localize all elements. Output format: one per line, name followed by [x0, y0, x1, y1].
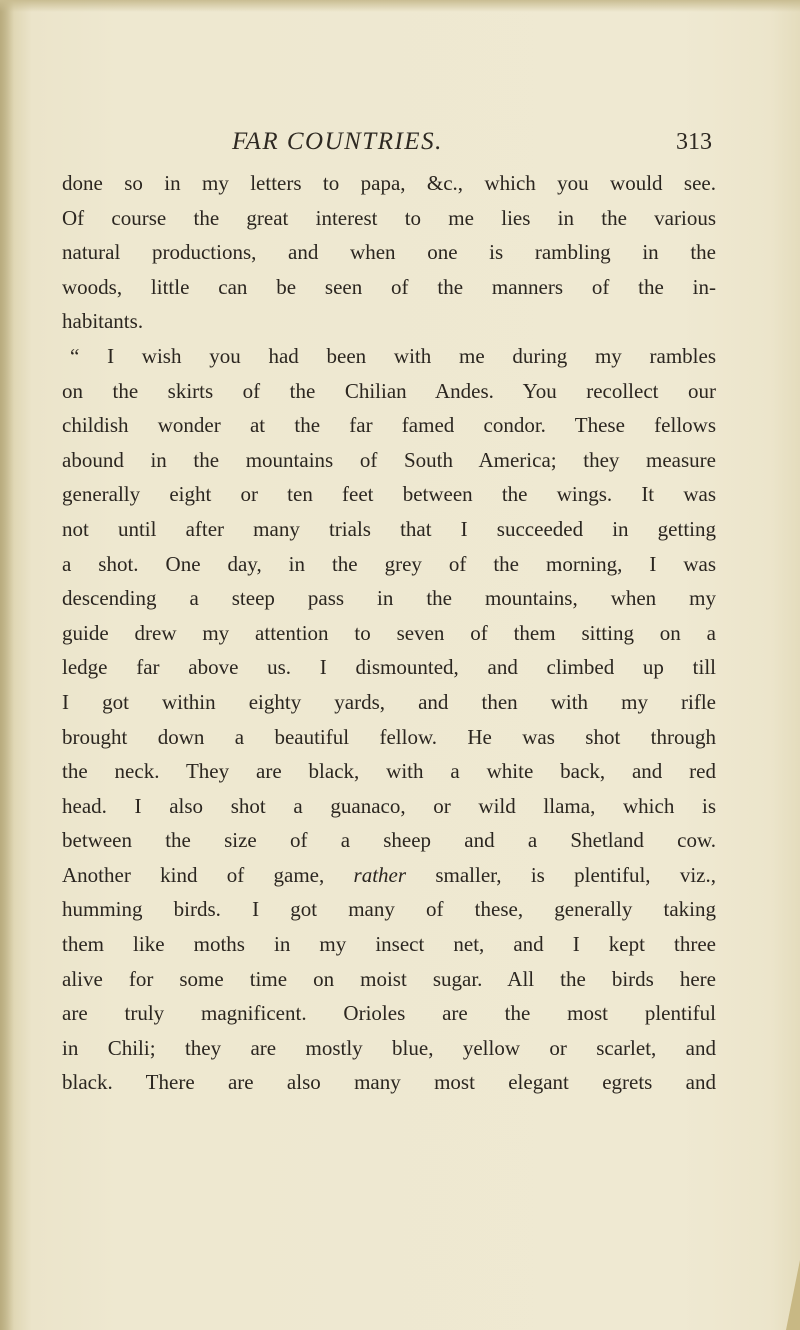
text-line: descending a steep pass in the mountains, when my — [62, 586, 716, 611]
text-line: a shot. One day, in the grey of the morning, I was — [62, 551, 716, 576]
text-line: not until after many trials that I succeeded in getting — [62, 516, 716, 541]
text-line: woods, little can be seen of the manners of the in- — [62, 274, 716, 299]
page-top-shadow — [0, 0, 800, 12]
body-text — [62, 166, 716, 1100]
text-line: in Chili; they are mostly blue, yellow or scarlet, and — [62, 1035, 716, 1060]
italic-word: rather — [353, 862, 407, 887]
text-line: done so in my letters to papa, &c., which you would see. — [62, 171, 716, 195]
text-line: childish wonder at the far famed condor. These fellows — [62, 413, 716, 438]
text-line: ledge far above us. I dismounted, and climbed up till — [62, 655, 716, 680]
text-line: brought down a beautiful fellow. He was shot through — [62, 724, 716, 749]
running-head: FAR COUNTRIES. — [232, 128, 443, 155]
text-line: are truly magnificent. Orioles are the most plentiful — [62, 1001, 716, 1026]
text-line-with-italic — [62, 858, 716, 893]
text-line: between the size of a sheep and a Shetland cow. — [62, 828, 716, 853]
text-line: guide drew my attention to seven of them sitting on a — [62, 620, 716, 645]
page-number: 313 — [676, 129, 712, 155]
text-line: the neck. They are black, with a white back, and red — [62, 759, 716, 784]
page-header — [62, 128, 712, 164]
text-line: natural productions, and when one is rambling in the — [62, 240, 716, 265]
page-corner-mark — [786, 1260, 800, 1330]
text-line: them like moths in my insect net, and I kept three — [62, 932, 716, 957]
text-line: on the skirts of the Chilian Andes. You recollect our — [62, 378, 716, 403]
text-segment: smaller, is plentiful, viz., — [406, 862, 716, 887]
text-line: Of course the great interest to me lies in the various — [62, 205, 716, 230]
text-line: black. There are also many most elegant egrets and — [62, 1070, 716, 1095]
text-line: “ I wish you had been with me during my rambles — [70, 343, 716, 368]
page-gutter-shadow — [0, 0, 14, 1330]
text-line: generally eight or ten feet between the wings. It was — [62, 482, 716, 507]
text-line: head. I also shot a guanaco, or wild llama, which is — [62, 793, 716, 818]
text-line: habitants. — [62, 309, 144, 334]
text-line: alive for some time on moist sugar. All the birds here — [62, 966, 716, 991]
text-line: I got within eighty yards, and then with my rifle — [62, 689, 716, 714]
text-line: humming birds. I got many of these, generally taking — [62, 897, 716, 922]
text-line: abound in the mountains of South America; they measure — [62, 447, 716, 472]
text-segment: Another kind of game, — [62, 862, 354, 887]
